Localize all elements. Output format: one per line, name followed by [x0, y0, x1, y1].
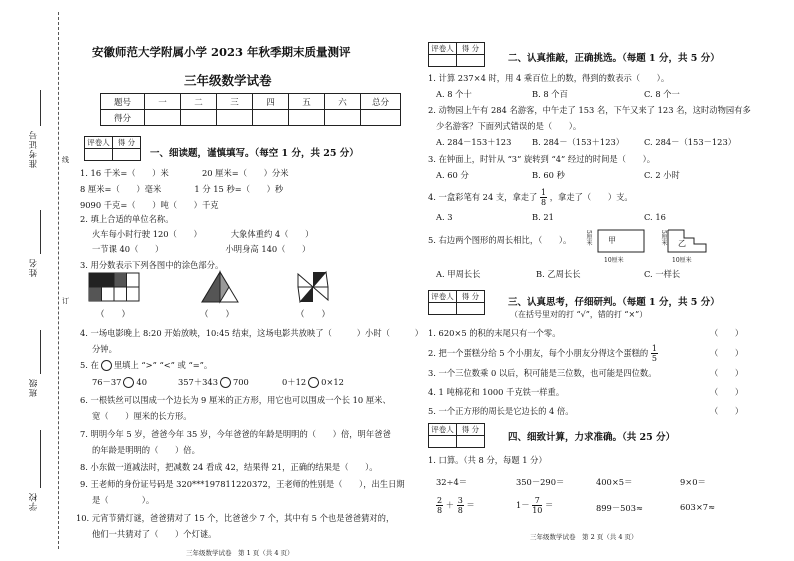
score-header-cell: 五: [289, 94, 325, 110]
exam-id-line: [40, 90, 41, 126]
one-minus: 1－: [516, 500, 530, 510]
score-cell[interactable]: [457, 303, 485, 315]
q3-blank-2[interactable]: （ ）: [200, 310, 235, 320]
equals-sign: ＝: [466, 500, 475, 510]
grader-label: 评卷人: [429, 43, 457, 55]
s2-q1: 1. 计算 237×4 时，用 4 乘百位上的数，得到的数表示（ ）。: [428, 73, 670, 83]
s2-q2b: 少名游客？下面列式错误的是（ ）。: [436, 121, 582, 131]
s1-q4b: 分钟。: [92, 344, 117, 354]
s2-q3: 3. 在钟面上，时针从 “3” 旋转到 “4” 经过的时间是（ ）。: [428, 154, 656, 164]
s2-q4-opt-c[interactable]: C. 16: [644, 212, 666, 222]
figure-yi-width: 10厘米: [672, 257, 692, 264]
s1-q5-compare-1: [92, 376, 147, 388]
score-cell[interactable]: [325, 110, 361, 126]
score-header-cell: 总分: [361, 94, 401, 110]
s1-q9b: 是（ ）。: [92, 495, 155, 505]
plus-sign: ＋: [445, 500, 455, 510]
fraction-num: 1: [651, 344, 657, 353]
section1-heading: 一、细读题，谨慎填写。（每空 1 分，共 25 分）: [150, 148, 359, 159]
s2-q4-opt-b[interactable]: B. 21: [532, 212, 554, 222]
compare-right: 700: [232, 377, 249, 387]
s2-q1-opt-a[interactable]: A. 8 个十: [436, 89, 472, 99]
grader-cell[interactable]: [429, 55, 457, 67]
calc-2: 350－290＝: [516, 477, 565, 487]
score-header-cell: 题号: [101, 94, 145, 110]
s1-q5-compare-2: [178, 376, 249, 388]
s3-item-2: [428, 344, 658, 363]
score-header-cell: 三: [217, 94, 253, 110]
score-cell[interactable]: [289, 110, 325, 126]
s1-q5-text: 5. 在: [80, 360, 99, 370]
cut-line: [58, 12, 59, 549]
s1-q8: 8. 小东做一道减法时，把减数 24 看成 42，结果得 21，正确的结果是（ ）。: [80, 462, 378, 472]
figure-jia-height: 5厘米: [585, 230, 592, 246]
fraction-num: 2: [437, 496, 443, 505]
s2-q5: 5. 右边两个图形的周长相比，（ ）。: [428, 235, 572, 245]
figure-yi-height: 5厘米: [660, 230, 667, 246]
compare-circle[interactable]: [220, 377, 231, 388]
s3-paren-3[interactable]: （ ）: [710, 368, 744, 378]
score-cell[interactable]: [361, 110, 401, 126]
fraction: [436, 496, 443, 515]
s1-q10b: 他们一共猜对了（ ）个灯谜。: [92, 529, 217, 539]
section4-heading: 四、细致计算，力求准确。（共 25 分）: [508, 432, 676, 443]
s3-paren-5[interactable]: （ ）: [710, 406, 744, 416]
s1-q6b: 宽（ ）厘米的长方形。: [92, 411, 192, 421]
s2-q3-opt-a[interactable]: A. 60 分: [436, 170, 469, 180]
cut-mark-1: 线: [62, 156, 69, 164]
s3-paren-4[interactable]: （ ）: [710, 387, 744, 397]
s1-q3: 3. 用分数表示下列各图中的涂色部分。: [80, 260, 224, 270]
score-cell[interactable]: [253, 110, 289, 126]
score-header-cell: 四: [253, 94, 289, 110]
grader-box-3: [428, 290, 485, 315]
s3-paren-1[interactable]: （ ）: [710, 328, 744, 338]
fraction-den: 8: [541, 198, 547, 207]
compare-circle[interactable]: [123, 377, 134, 388]
s2-q2-opt-b[interactable]: B. 284－（153＋123）: [532, 137, 625, 147]
section3-note: （在括号里对的打 “√”，错的打 “×”）: [510, 310, 648, 319]
score-table: [100, 93, 401, 126]
s1-q1: 1. 16 千米=（ ）米 20 厘米=（ ）分米: [80, 168, 289, 178]
footer-left: 三年级数学试卷 第 1 页（共 4 页）: [186, 549, 294, 557]
fraction: [457, 496, 464, 515]
page-title: 安徽师范大学附属小学 2023 年秋季期末质量测评: [92, 45, 351, 59]
page-subtitle: 三年级数学试卷: [184, 73, 272, 88]
fraction-den: 8: [457, 506, 463, 515]
circle-icon: [101, 360, 112, 371]
s1-q5-compare-3: [282, 376, 344, 388]
q3-blank-3[interactable]: （ ）: [296, 310, 331, 320]
figure-jia-label: 甲: [608, 236, 616, 245]
fraction-num: 1: [541, 188, 547, 197]
s1-q1b: 8 厘米=（ ）毫米 1 分 15 秒=（ ）秒: [80, 184, 284, 194]
s2-q3-opt-b[interactable]: B. 60 秒: [532, 170, 565, 180]
calc-3: 400×5＝: [596, 477, 633, 487]
s1-q5: [80, 359, 212, 371]
score-cell[interactable]: [457, 55, 485, 67]
fraction-den: 8: [437, 506, 443, 515]
school-line: [40, 430, 41, 488]
calc-4: 9×0＝: [680, 477, 706, 487]
s2-q5-opt-b[interactable]: B. 乙周长长: [536, 269, 581, 279]
grader-box-1: [84, 136, 141, 161]
s2-q4-text-b: ，拿走了（ ）支。: [549, 192, 633, 202]
grader-cell[interactable]: [429, 436, 457, 448]
s2-q4-opt-a[interactable]: A. 3: [436, 212, 453, 222]
score-header-cell: 一: [145, 94, 181, 110]
s2-q2: 2. 动物园上午有 284 名游客，中午走了 153 名，下午又来了 123 名，这时动物园有多: [428, 105, 751, 115]
s1-q2: 2. 填上合适的单位名称。: [80, 214, 174, 224]
s3-item-1: 1. 620×5 的积的末尾只有一个零。: [428, 328, 561, 338]
s3-item-4: 4. 1 吨棉花和 1000 千克铁一样重。: [428, 387, 565, 397]
s1-q2b: 一节课 40（ ） 小明身高 140（ ）: [92, 244, 311, 254]
compare-left: 357＋343: [178, 377, 218, 387]
s1-q9: 9. 王老师的身份证号码是 320***197811220372，王老师的性别是（ ），出生日期: [80, 479, 405, 489]
compare-left: 0＋12: [282, 377, 307, 387]
grader-box-4: [428, 423, 485, 448]
s3-item-5: 5. 一个正方形的周长是它边长的 4 倍。: [428, 406, 574, 416]
s2-q1-opt-c[interactable]: C. 8 个一: [644, 89, 680, 99]
figure-yi-label: 乙: [678, 239, 686, 248]
s1-q6: 6. 一根铁丝可以围成一个边长为 9 厘米的正方形，用它也可以围成一个长 10 厘米、: [80, 395, 391, 405]
s1-q7: 7. 明明今年 5 岁，爸爸今年 35 岁，今年爸爸的年龄是明明的（ ）倍，明年爸爸: [80, 429, 391, 439]
score-label: 得 分: [457, 43, 485, 55]
calc-6: [516, 496, 553, 515]
score-label: 得 分: [113, 137, 141, 149]
binding-margin: [0, 0, 72, 561]
calc-5: [436, 496, 475, 515]
s1-q10: 10. 元宵节猜灯谜，爸爸猜对了 15 个，比爸爸少 7 个，其中有 5 个也是爸爸猜对的，: [76, 513, 395, 523]
s1-q2a: 火车每小时行驶 120（ ） 大象体重约 4（ ）: [92, 229, 314, 239]
calc-7: 899－503≈: [596, 503, 643, 513]
grader-label: 评卷人: [429, 291, 457, 303]
score-cell[interactable]: [145, 110, 181, 126]
score-cell[interactable]: [457, 436, 485, 448]
section3-heading: 三、认真思考，仔细研判。（每题 1 分，共 5 分）: [508, 297, 720, 308]
class-label: 班级: [29, 378, 39, 397]
s3-item-3: 3. 一个三位数乘 0 以后，积可能是三位数，也可能是四位数。: [428, 368, 657, 378]
score-row-label: 得分: [101, 110, 145, 126]
calc-1: 32÷4＝: [436, 477, 468, 487]
s1-q1c: 9090 千克=（ ）吨（ ）千克: [80, 200, 219, 210]
q3-blank-1[interactable]: （ ）: [96, 310, 131, 320]
s1-q7b: 的年龄是明明的（ ）倍。: [92, 445, 200, 455]
score-cell[interactable]: [113, 149, 141, 161]
score-cell[interactable]: [181, 110, 217, 126]
grader-cell[interactable]: [85, 149, 113, 161]
score-header-cell: 六: [325, 94, 361, 110]
s2-q4-text: 4. 一盒彩笔有 24 支，拿走了: [428, 192, 538, 202]
s3-item-2-text: 2. 把一个蛋糕分给 5 个小朋友，每个小朋友分得这个蛋糕的: [428, 348, 649, 358]
fraction-num: 7: [532, 496, 542, 506]
s2-q3-opt-c[interactable]: C. 2 小时: [644, 170, 680, 180]
footer-right: 三年级数学试卷 第 2 页（共 4 页）: [530, 533, 638, 541]
score-value-row: [101, 110, 401, 126]
s1-q4: 4. 一场电影晚上 8:20 开始放映，10:45 结束，这场电影共放映了（ ）小时（ ）: [80, 328, 424, 338]
compare-right: 40: [136, 377, 147, 387]
exam-id-label: 准考证号: [29, 130, 39, 168]
score-cell[interactable]: [217, 110, 253, 126]
s2-q5-opt-c[interactable]: C. 一样长: [644, 269, 681, 279]
cut-mark-2: 订: [62, 297, 69, 305]
s2-q5-opt-a[interactable]: A. 甲周长长: [436, 269, 481, 279]
grader-label: 评卷人: [429, 424, 457, 436]
fraction-den: 5: [651, 354, 657, 363]
score-label: 得 分: [457, 291, 485, 303]
grid-figure: [88, 272, 140, 302]
school-label: 学校: [29, 492, 39, 511]
score-header-cell: 二: [181, 94, 217, 110]
grader-box-2: [428, 42, 485, 67]
s3-paren-2[interactable]: （ ）: [710, 348, 744, 358]
class-line: [40, 330, 41, 374]
s2-q1-opt-b[interactable]: B. 8 个百: [532, 89, 568, 99]
s4-sub: 1. 口算。（共 8 分，每题 1 分）: [428, 455, 547, 465]
name-line: [40, 210, 41, 254]
s1-q5-text-b: 里填上 “>” “<” 或 “=”。: [113, 360, 213, 370]
s2-q4: [428, 188, 633, 207]
grader-cell[interactable]: [429, 303, 457, 315]
triangle-figure: [200, 270, 240, 304]
pinwheel-figure: [296, 270, 330, 304]
score-label: 得 分: [457, 424, 485, 436]
s2-q2-opt-c[interactable]: C. 284－（153－123）: [644, 137, 737, 147]
s2-q2-opt-a[interactable]: A. 284－153＋123: [436, 137, 512, 147]
fraction-den: 10: [532, 506, 543, 515]
score-header-row: [101, 94, 401, 110]
fraction: [532, 496, 542, 515]
equals-sign: ＝: [545, 500, 554, 510]
compare-right: 0×12: [321, 377, 344, 387]
name-label: 姓名: [29, 258, 39, 277]
fraction: [651, 344, 658, 363]
grader-label: 评卷人: [85, 137, 113, 149]
fraction: [540, 188, 547, 207]
fraction-num: 3: [457, 496, 463, 505]
calc-8: 603×7≈: [680, 502, 716, 512]
figure-jia-width: 10厘米: [604, 257, 624, 264]
compare-left: 76－37: [92, 377, 122, 387]
compare-circle[interactable]: [308, 377, 319, 388]
section2-heading: 二、认真推敲，正确挑选。（每题 1 分，共 5 分）: [508, 53, 720, 64]
